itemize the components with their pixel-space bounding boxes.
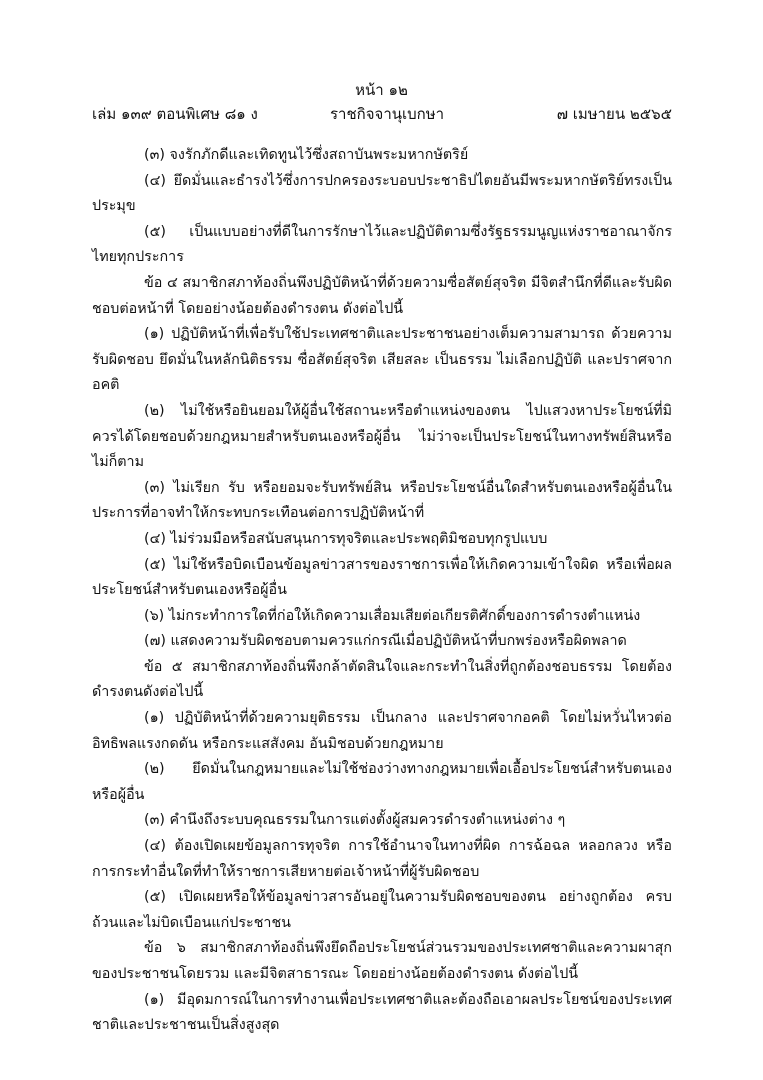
clause-5-item-3: (๓) คำนึงถึงระบบคุณธรรมในการแต่งตั้งผู้สมควรดำรงตำแหน่งต่าง ๆ (144, 812, 566, 829)
paragraph-item-4-democracy: (๔) ยึดมั่นและธำรงไว้ซึ่งการปกครองระบอบประชาธิปไตยอันมีพระมหากษัตริย์ทรงเป็นประมุข (92, 172, 672, 215)
clause-5: ข้อ ๕ สมาชิกสภาท้องถิ่นพึงกล้าตัดสินใจและกระทำในสิ่งที่ถูกต้องชอบธรรม โดยต้องดำรงตนดังต่อไปนี้ (92, 658, 672, 701)
clause-4-item-4: (๔) ไม่ร่วมมือหรือสนับสนุนการทุจริตและประพฤติมิชอบทุกรูปแบบ (144, 530, 548, 547)
publication-title: ราชกิจจานุเบกษา (330, 105, 445, 123)
paragraph-item-5-constitution: (๕) เป็นแบบอย่างที่ดีในการรักษาไว้และปฏิบัติตามซึ่งรัฐธรรมนูญแห่งราชอาณาจักรไทยทุกประการ (92, 223, 672, 266)
clause-4: ข้อ ๔ สมาชิกสภาท้องถิ่นพึงปฏิบัติหน้าที่ด้วยความซื่อสัตย์สุจริต มีจิตสำนึกที่ดีและรับผิดชอบต่อหน้าที่ โดยอย่างน้อยต้องดำรงตน ดังต่อไปนี้ (92, 274, 672, 317)
paragraph-item-3-loyalty: (๓) จงรักภักดีและเทิดทูนไว้ซึ่งสถาบันพระมหากษัตริย์ (144, 147, 469, 163)
clause-5-item-5: (๕) เปิดเผยหรือให้ข้อมูลข่าวสารอันอยู่ในความรับผิดชอบของตน อย่างถูกต้อง ครบถ้วนและไม่บิดเบือนแก่ประชาชน (92, 889, 672, 931)
clause-4-item-6: (๖) ไม่กระทำการใดที่ก่อให้เกิดความเสื่อมเสียต่อเกียรติศักดิ์ของการดำรงตำแหน่ง (144, 607, 641, 624)
clause-6-item-1: (๑) มีอุดมการณ์ในการทำงานเพื่อประเทศชาติและต้องถือเอาผลประโยชน์ของประเทศชาติและประชาชนเป็นสิ่งสูงสุด (92, 991, 672, 1034)
clause-6: ข้อ ๖ สมาชิกสภาท้องถิ่นพึงยึดถือประโยชน์ส่วนรวมของประเทศชาติและความผาสุกของประชาชนโดยรวม และมีจิตสาธารณะ โดยอย่างน้อยต้องดำรงตน ดังต่อไปนี้ (92, 940, 672, 982)
gazette-header (92, 103, 672, 125)
clause-4-item-1: (๑) ปฏิบัติหน้าที่เพื่อรับใช้ประเทศชาติและประชาชนอย่างเต็มความสามารถ ด้วยความรับผิดชอบ ยึดมั่นในหลักนิติธรรม ซื่อสัตย์สุจริต เสียสละ เป็นธรรม ไม่เลือกปฏิบัติ และปราศจากอคติ (92, 326, 672, 394)
clause-4-item-2: (๒) ไม่ใช้หรือยินยอมให้ผู้อื่นใช้สถานะหรือตำแหน่งของตน ไปแสวงหาประโยชน์ที่มิควรได้โดยชอบด้วยกฎหมายสำหรับตนเองหรือผู้อื่น ไม่ว่าจะเป็นประโยชน์ในทางทรัพย์สินหรือไม่ก็ตาม (92, 402, 672, 471)
clause-4-item-5: (๕) ไม่ใช้หรือบิดเบือนข้อมูลข่าวสารของราชการเพื่อให้เกิดความเข้าใจผิด หรือเพื่อผลประโยชน์สำหรับตนเองหรือผู้อื่น (92, 556, 672, 599)
clause-5-item-1: (๑) ปฏิบัติหน้าที่ด้วยความยุติธรรม เป็นกลาง และปราศจากอคติ โดยไม่หวั่นไหวต่ออิทธิพลแรงกดดัน หรือกระแสสังคม อันมิชอบด้วยกฎหมาย (92, 710, 672, 752)
clause-5-item-4: (๔) ต้องเปิดเผยข้อมูลการทุจริต การใช้อำนาจในทางที่ผิด การฉ้อฉล หลอกลวง หรือการกระทำอื่นใดที่ทำให้ราชการเสียหายต่อเจ้าหน้าที่ผู้รับผิดชอบ (92, 838, 672, 880)
publication-date: ๗ เมษายน ๒๕๖๕ (556, 105, 672, 123)
document-body (92, 143, 672, 1039)
clause-4-item-7: (๗) แสดงความรับผิดชอบตามควรแก่กรณีเมื่อปฏิบัติหน้าที่บกพร่องหรือผิดพลาด (144, 633, 627, 650)
volume-issue-label: เล่ม ๑๓๙ ตอนพิเศษ ๘๑ ง (92, 105, 258, 123)
clause-5-item-2: (๒) ยึดมั่นในกฎหมายและไม่ใช้ช่องว่างทางกฎหมายเพื่อเอื้อประโยชน์สำหรับตนเองหรือผู้อื่น (92, 761, 672, 803)
clause-4-item-3: (๓) ไม่เรียก รับ หรือยอมจะรับทรัพย์สิน หรือประโยชน์อื่นใดสำหรับตนเองหรือผู้อื่นในประการที่อาจทำให้กระทบกระเทือนต่อการปฏิบัติหน้าที่ (92, 479, 672, 522)
page-number: หน้า ๑๒ (355, 81, 408, 99)
